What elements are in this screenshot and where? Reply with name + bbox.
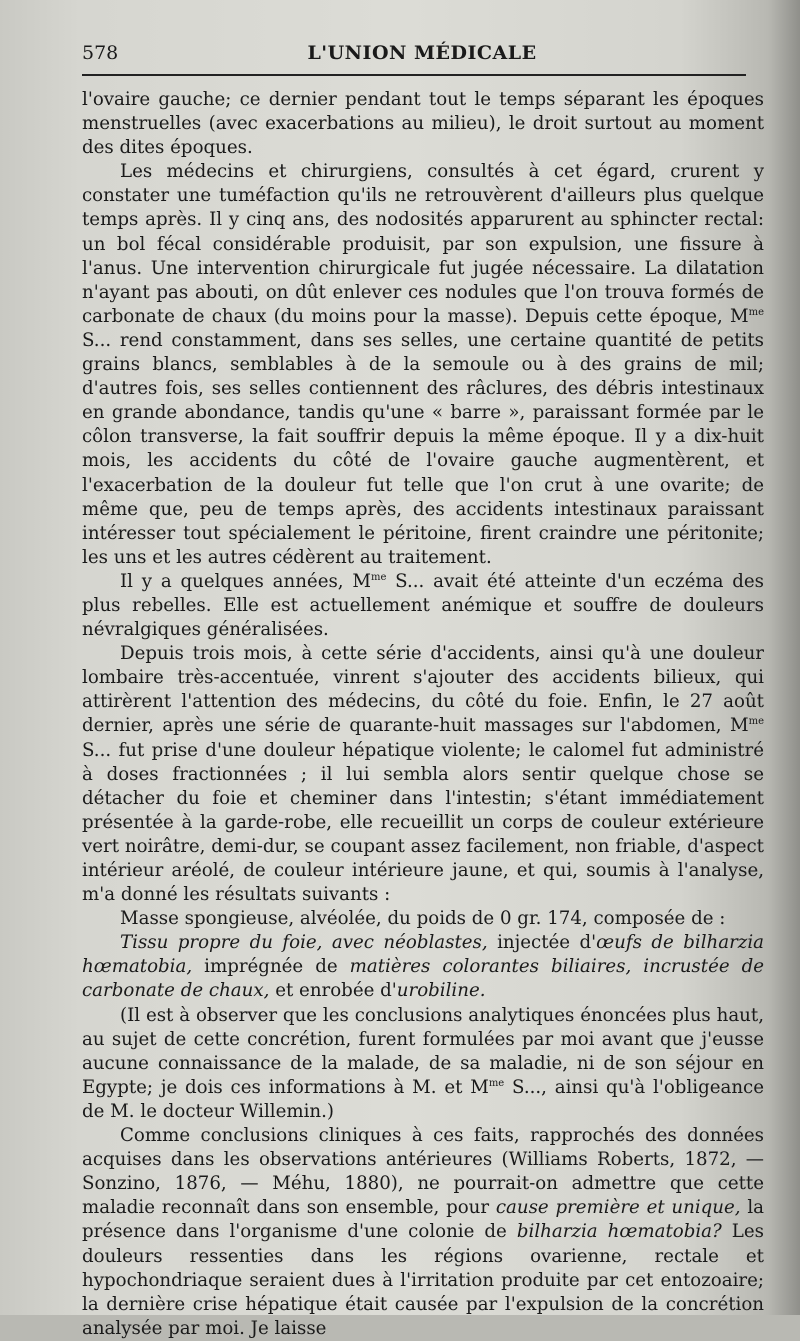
superscript-run: me	[748, 306, 764, 318]
superscript-run: me	[488, 1077, 505, 1089]
paragraph	[82, 570, 764, 642]
text-run: Les douleurs ressenties dans les régions ovarienne, rectale et hypochondriaque seraient dues à l'irritation produite par cet entozoaire; la dernière crise hépatique était causée par l'expulsion de la concrétion analysée par moi. Je laisse	[82, 1221, 764, 1339]
paragraph	[82, 642, 764, 907]
italic-run: matières colorantes biliaires, incrustée de carbonate de chaux,	[82, 956, 765, 1002]
text-run: Comme conclusions cliniques à ces faits, rapprochés des données acquises dans les observations antérieures (Williams Roberts, 1872, — Sonzino, 1876, — Méhu, 1880), ne pourrait-on admettre que cette maladie reconnaît dans son ensemble, pour	[82, 1125, 764, 1219]
text-run: S... fut prise d'une douleur hépatique violente; le calomel fut administré à doses fractionnées ; il lui sembla alors sentir quelque chose se détacher du foie et cheminer dans l'intestin; s'étant immédiatement présentée à la garde-robe, elle recueillit un corps de couleur extérieure vert noirâtre, demi-dur, se coupant assez facilement, non friable, d'aspect intérieur aréolé, de couleur intérieure jaune, et qui, soumis à l'analyse, m'a donné les résultats suivants :	[82, 739, 764, 906]
journal-title: L'UNION MÉDICALE	[307, 42, 537, 64]
text-run: Il y a quelques années, M	[120, 570, 371, 592]
page-number: 578	[82, 42, 119, 64]
text-run: la présence dans l'organisme d'une colonie de	[82, 1197, 764, 1243]
italic-run: urobiline.	[396, 980, 486, 1002]
text-run: injectée d'	[487, 932, 597, 954]
paragraph	[82, 907, 764, 931]
text-run: imprégnée de	[192, 956, 350, 978]
italic-run: Tissu propre du foie, avec néoblastes,	[120, 932, 488, 954]
text-run: Depuis trois mois, à cette série d'accidents, ainsi qu'à une douleur lombaire très-accentuée, vinrent s'ajouter des accidents bilieux, qui attirèrent l'attention des médecins, du côté du foie. Enfin, le 27 août dernier, après une série de quarante-huit massages sur l'abdomen, M	[82, 643, 764, 737]
paragraph	[82, 931, 764, 1003]
text-run: S... rend constamment, dans ses selles, une certaine quantité de petits grains blancs, semblables à de la semoule ou à des grains de mil; d'autres fois, ses selles contiennent des râclures, des débris intestinaux en grande abondance, tandis qu'une « barre », paraissant formée par le côlon transverse, la fait souffrir depuis la même époque. Il y a dix-huit mois, les accidents du côté de l'ovaire gauche augmentèrent, et l'exacerbation de la douleur fut telle que l'on crut à une ovarite; de même que, peu de temps après, des accidents intestinaux paraissant intéresser tout spécialement le péritoine, firent craindre une péritonite; les uns et les autres cédèrent au traitement.	[82, 329, 764, 568]
text-run: S... avait été atteinte d'un eczéma des plus rebelles. Elle est actuellement anémique et souffre de douleurs névralgiques généralisées.	[82, 570, 764, 641]
superscript-run: me	[370, 571, 387, 583]
running-head	[82, 42, 762, 68]
paragraph	[82, 88, 764, 160]
italic-run: bilharzia hœmatobia?	[516, 1221, 722, 1243]
text-run: Les médecins et chirurgiens, consultés à cet égard, crurent y constater une tuméfaction qu'ils ne retrouvèrent d'ailleurs plus quelque temps après. Il y cinq ans, des nodosités apparurent au sphincter rectal: un bol fécal considérable produisit, par son expulsion, une fissure à l'anus. Une intervention chirurgicale fut jugée nécessaire. La dilatation n'ayant pas abouti, on dût enlever ces nodules que l'on trouva formés de carbonate de chaux (du moins pour la masse). Depuis cette époque, M	[82, 161, 764, 327]
body-text	[82, 88, 764, 1341]
text-run: et enrobée d'	[269, 980, 397, 1002]
text-run: (Il est à observer que les conclusions analytiques énoncées plus haut, au sujet de cette concrétion, furent formulées par moi avant que j'eusse aucune connaissance de la malade, de sa maladie, ni de son séjour en Egypte; je dois ces informations à M. et M	[82, 1004, 764, 1098]
superscript-run: me	[748, 716, 764, 728]
paragraph	[82, 1124, 764, 1341]
italic-run: cause première et unique,	[495, 1197, 741, 1219]
text-run: l'ovaire gauche; ce dernier pendant tout le temps séparant les époques menstruelles (avec exacerbations au milieu), le droit surtout au moment des dites époques.	[82, 89, 764, 159]
header-rule	[82, 74, 746, 76]
italic-run: œufs de bilharzia hœmatobia,	[82, 932, 765, 978]
text-run: S..., ainsi qu'à l'obligeance de M. le docteur Willemin.)	[82, 1076, 764, 1122]
paragraph	[82, 160, 764, 570]
paragraph	[82, 1004, 764, 1124]
text-run: Masse spongieuse, alvéolée, du poids de 0 gr. 174, composée de :	[120, 908, 726, 930]
